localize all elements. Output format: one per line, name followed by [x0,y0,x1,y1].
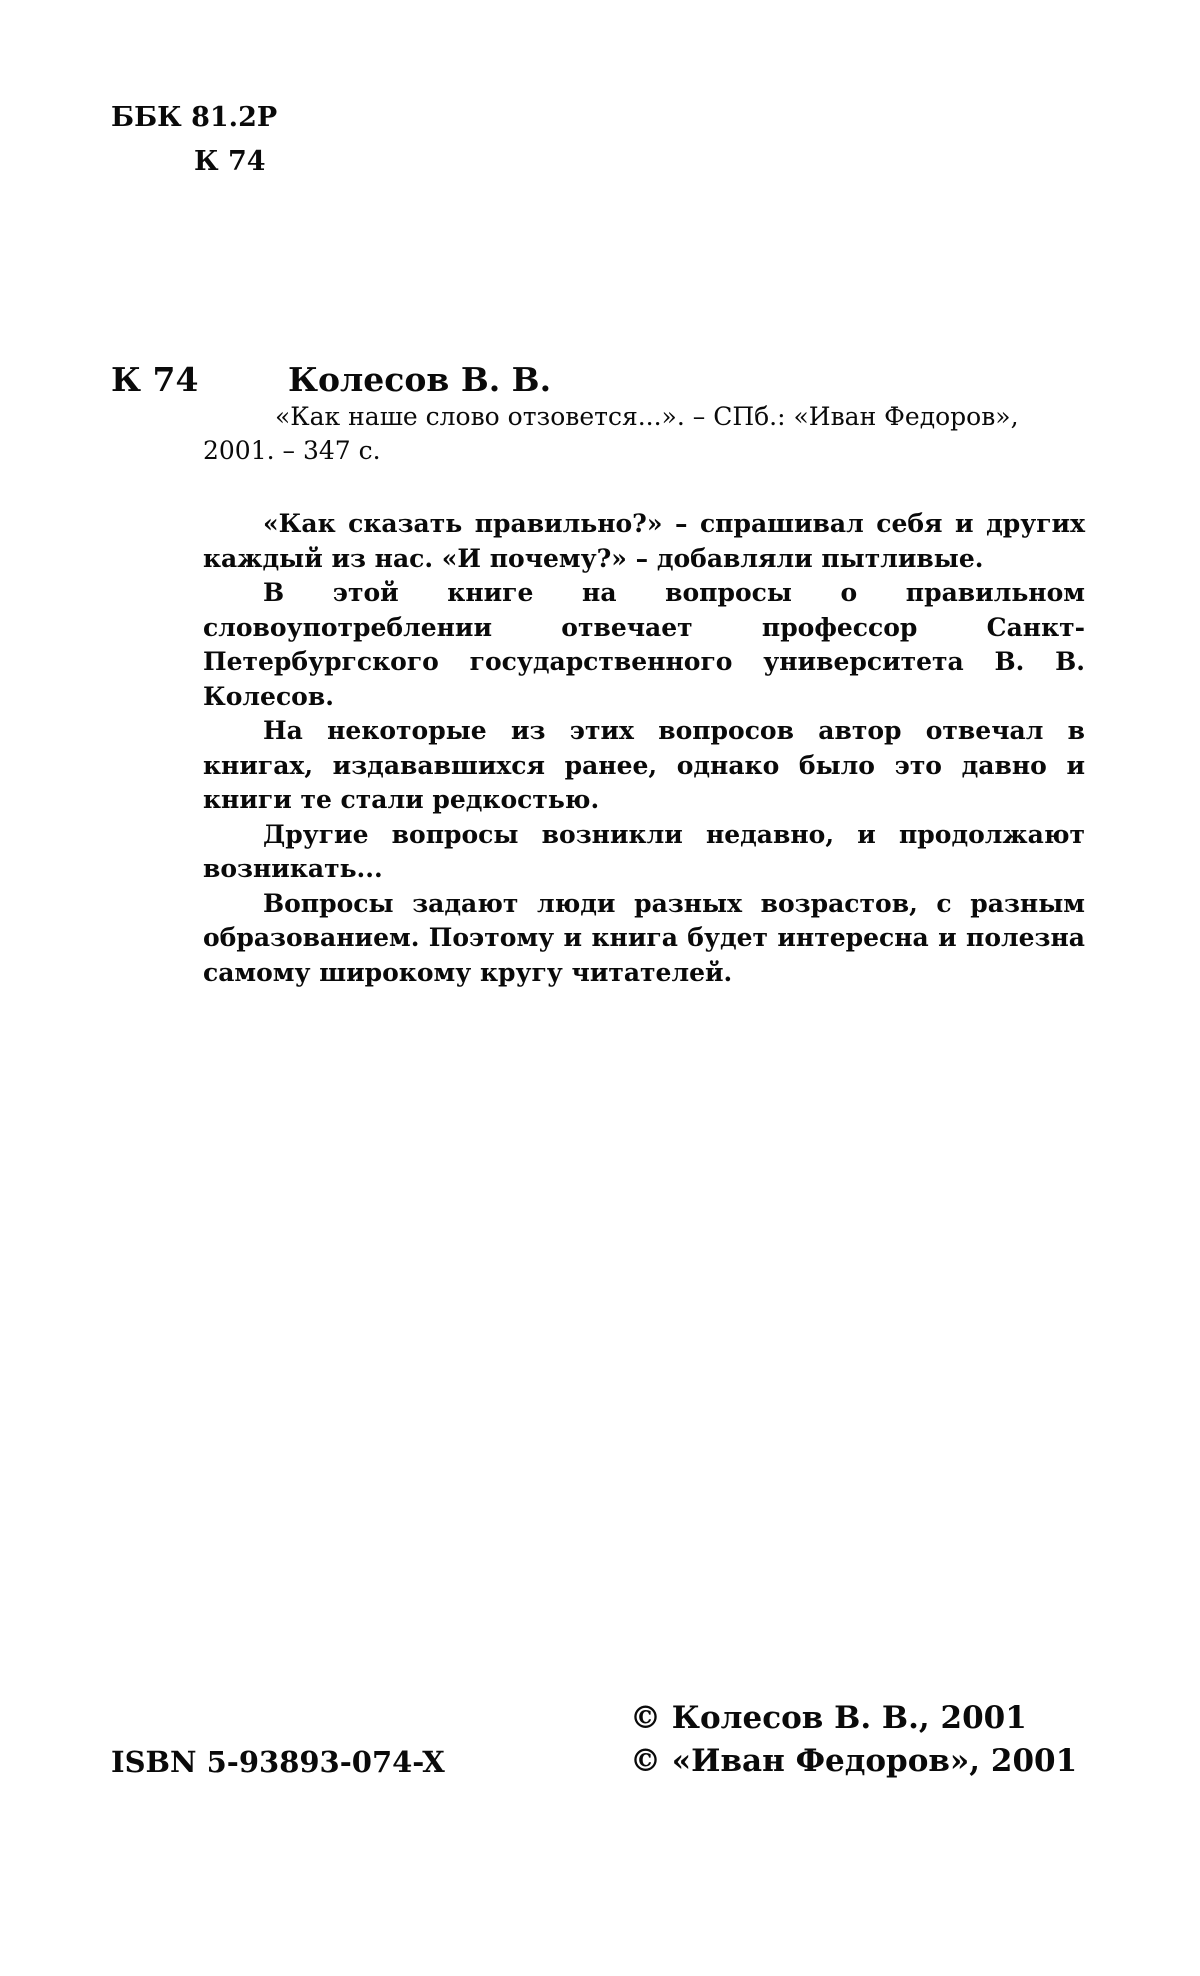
annotation-paragraph: На некоторые из этих вопросов автор отвечал в книгах, издававшихся ранее, однако было это давно и книги те стали редкостью. [203,716,1085,814]
annotation-paragraph: Вопросы задают люди разных возрастов, с разным образованием. Поэтому и книга будет интересна и полезна самому широкому кругу читателей. [203,888,1085,987]
entry-author: Колесов В. В. [288,360,552,399]
bibliographic-title-line-1: «Как наше слово отзовется...». – СПб.: «Иван Федоров», [275,402,1019,431]
annotation-paragraph: В этой книге на вопросы о правильном словоупотреблении отвечает профессор Санкт-Петербургского государственного университета В. В. Колесов. [203,578,1085,711]
author-mark-header: К 74 [194,146,266,177]
isbn: ISBN 5-93893-074-X [111,1745,445,1779]
annotation [203,507,1085,990]
copyright-publisher: © «Иван Федоров», 2001 [630,1743,1078,1779]
annotation-paragraph: «Как сказать правильно?» – спрашивал себя и других каждый из нас. «И почему?» – добавляли пытливые. [203,509,1085,573]
annotation-paragraph: Другие вопросы возникли недавно, и продолжают возникать... [203,819,1085,883]
entry-author-mark: К 74 [111,360,199,399]
copyright-author: © Колесов В. В., 2001 [630,1700,1027,1736]
bbk-code: ББК 81.2Р [111,102,278,133]
bibliographic-title-line-2: 2001. – 347 с. [203,436,381,465]
